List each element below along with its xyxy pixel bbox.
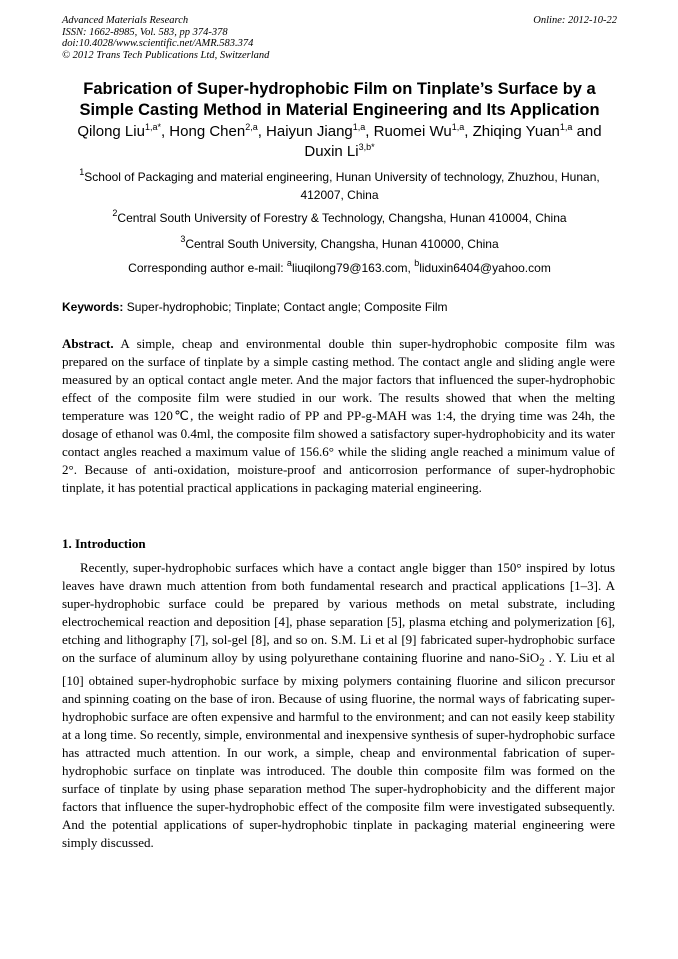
journal-header [62,15,617,61]
author-separator: , [160,123,170,140]
abstract-text: A simple, cheap and environmental double thin super-hydrophobic composite film was prepared on the surface of tinplate by a simple casting method. The contact angle and sliding angle were measured by an optical contact angle meter. And the major factors that influenced the super-hydrophobic effect of the composite film were studied in our work. The results showed that when the melting temperature was 120℃, the weight radio of PP and PP-g-MAH was 1:4, the drying time was 24h, the dosage of ethanol was 0.4ml, the composite film showed a satisfactory super-hydrophobicity and its water contact angles reached a maximum value of 156.6° while the sliding angle reached a minimum value of 2°. Because of anti-oxidation, moisture-proof and anticorrosion performance of super-hydrophobic tinplate, it has potential practical applications in packaging material engineering. [62,336,615,495]
author-affiliation-mark: 1,a [352,122,366,132]
author-affiliation-mark: 1,a [451,122,465,132]
abstract-label: Abstract. [62,336,114,351]
affiliation-number: 2 [112,208,118,218]
affiliation-1 [62,168,617,204]
author-separator: , [365,123,374,140]
affiliation-text: School of Packaging and material engineering, Hunan University of technology, Zhuzhou, Hunan, 412007, China [84,170,600,202]
keywords [62,298,617,316]
affiliation-text: Central South University, Changsha, Hunan 410000, China [185,237,499,251]
intro-text-part-2: . Y. Liu et al [10] obtained super-hydrophobic surface by mixing polymers containing fluorine and silicon precursor and spinning coating on the base of iron. Because of using fluorine, the normal ways of fabricating super-hydrophobic surface are often expensive and harmful to the environment; and can not easily keep stability at a long time. So recently, simple, environmental and inexpensive synthesis of super-hydrophobic surface has attracted much attention. In our work, a simple, cheap and environmental fabrication of super-hydrophobic surface on tinplate was introduced. The double thin composite film was formed on the surface of tinplate by using phase separation method The super-hydrophobicity and the different major factors that influence the super-hydrophobic effect of the composite film were investigated subsequently. And the potential applications of super-hydrophobic tinplate in packaging material engineering were simply discussed. [62,650,616,850]
intro-text-part-1: Recently, super-hydrophobic surfaces which have a contact angle bigger than 150° inspired by lotus leaves have drawn much attention from both fundamental research and practical applications [1–3]. A super-hydrophobic surface could be prepared by various methods on metal substrate, including electrochemical reaction and deposition [4], phase separation [5], plasma etching and polymerization [6], etching and lithography [7], sol-gel [8], and so on. S.M. Li et al [9] fabricated super-hydrophobic surface on the surface of aluminum alloy by using polyurethane containing fluorine and nano-SiO [62,560,615,665]
corresponding-author [62,259,617,277]
author-affiliation-mark: 3,b* [358,142,375,152]
online-date: Online: 2012-10-22 [533,15,617,26]
author-affiliation-mark: 1,a* [144,122,161,132]
introduction-paragraph [62,559,615,852]
doi-line: doi:10.4028/www.scientific.net/AMR.583.374 [62,38,254,49]
section-heading-introduction: 1. Introduction [62,536,146,551]
email-mark-a: a [286,258,292,268]
author-affiliation-mark: 2,a [245,122,258,132]
keywords-label: Keywords: [62,300,124,314]
corresponding-label: Corresponding author e-mail: [128,261,287,275]
issn-line: ISSN: 1662-8985, Vol. 583, pp 374-378 [62,26,228,38]
copyright-line: © 2012 Trans Tech Publications Ltd, Switzerland [62,49,270,61]
journal-name: Advanced Materials Research [62,15,189,26]
author-name: Ruomei Wu [373,123,452,140]
author-name: Zhiqing Yuan [472,123,560,140]
abstract [62,335,615,497]
email-separator: , [407,261,415,275]
author-name: Haiyun Jiang [266,123,353,140]
intro-subscript: 2 [539,656,545,669]
author-list [62,122,617,162]
affiliation-3 [62,235,617,253]
affiliation-2 [62,209,617,227]
author-separator: , [257,123,267,140]
author-name: Qilong Liu [77,123,145,140]
email-mark-b: b [414,258,420,268]
affiliation-number: 3 [180,234,186,244]
author-affiliation-mark: 1,a [559,122,573,132]
affiliation-text: Central South University of Forestry & Technology, Changsha, Hunan 410004, China [117,211,567,225]
author-name: Duxin Li [304,143,359,160]
author-separator: and [572,123,602,140]
affiliation-number: 1 [79,167,85,177]
paper-title: Fabrication of Super-hydrophobic Film on Tinplate’s Surface by a Simple Casting Method in Material Engineering and Its Application [79,80,600,119]
author-separator: , [464,123,473,140]
author-name: Hong Chen [169,123,246,140]
keywords-text: Super-hydrophobic; Tinplate; Contact angle; Composite Film [123,300,448,314]
email-b[interactable]: liduxin6404@yahoo.com [419,261,551,275]
email-a[interactable]: liuqilong79@163.com [291,261,408,275]
